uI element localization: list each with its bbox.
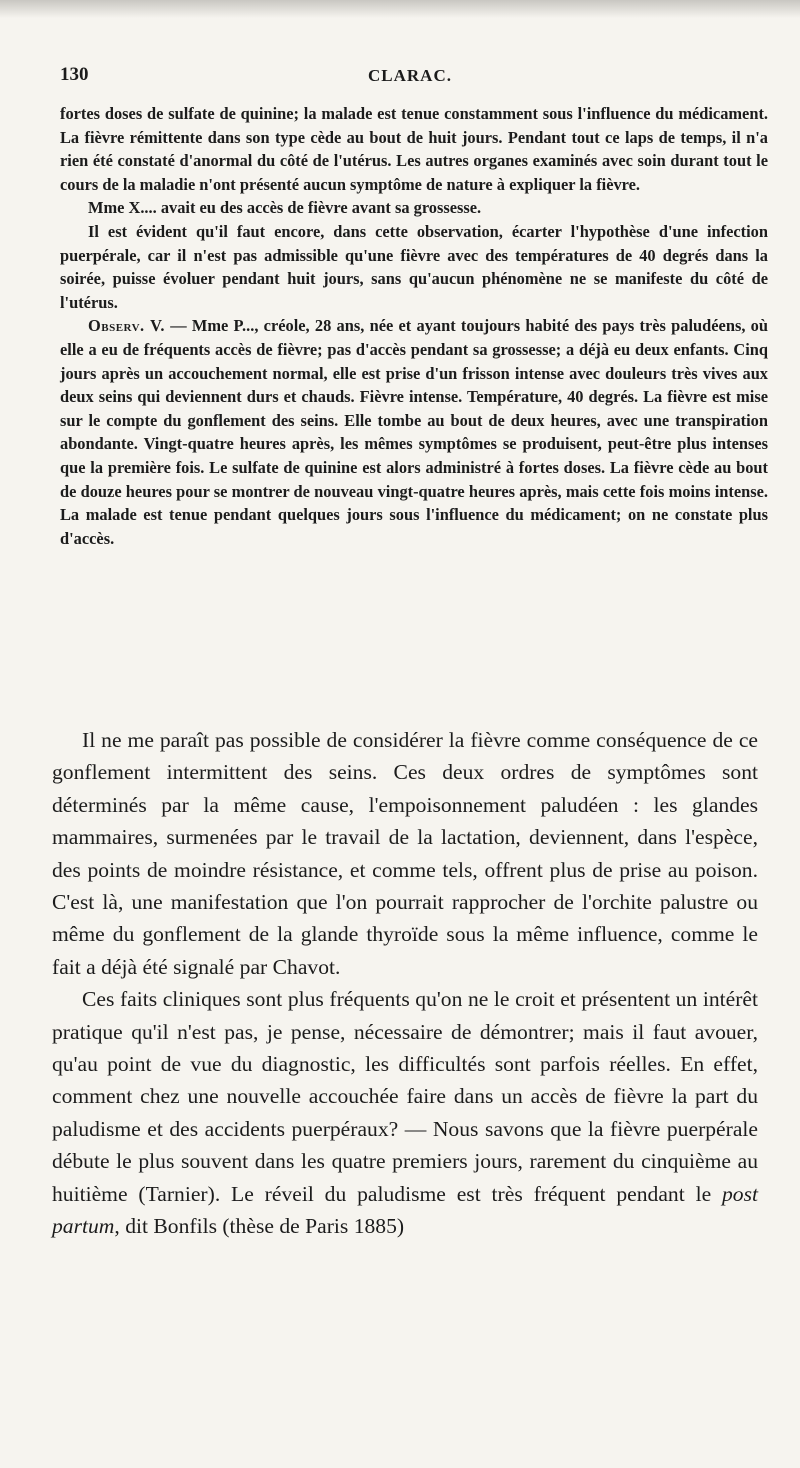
paragraph: Il est évident qu'il faut encore, dans cette observation, écarter l'hypothèse d'une infection puerpérale, car il n'est pas admissible qu'une fièvre avec des températures de 40 degrés dans la soirée, puisse évoluer pendant huit jours, sans qu'aucun phénomène ne se manifeste du côté de l'utérus. (60, 221, 768, 312)
observation-text (60, 102, 768, 550)
emphasis-text: post partum (52, 1181, 758, 1239)
paragraph: Mme X.... avait eu des accès de fièvre avant sa grossesse. (88, 198, 482, 218)
paragraph (52, 983, 758, 1242)
discussion-text (52, 724, 758, 1243)
page-header (60, 64, 760, 94)
paragraph-part: , dit Bonfils (thèse de Paris 1885) (114, 1214, 405, 1239)
paragraph: Il ne me paraît pas possible de considérer la fièvre comme conséquence de ce gonflement intermittent des seins. Ces deux ordres de symptômes sont déterminés par la même cause, l'empoisonnement paludéen : les glandes mammaires, surmenées par le travail de la lactation, deviennent, dans l'espèce, des points de moindre résistance, et comme tels, offrent plus de prise au poison. C'est là, une manifestation que l'on pourrait rapprocher de l'orchite palustre ou même du gonflement de la glande thyroïde sous la même influence, comme le fait a déjà été signalé par Chavot. (52, 728, 758, 979)
paragraph: fortes doses de sulfate de quinine; la malade est tenue constamment sous l'influence du médicament. La fièvre rémittente dans son type cède au bout de huit jours. Pendant tout ce laps de temps, il n'a rien été constaté d'anormal du côté de l'utérus. Les autres organes examinés avec soin durant tout le cours de la maladie n'ont présenté aucun symptôme de nature à expliquer la fièvre. (60, 104, 768, 194)
paragraph-part: Ces faits cliniques sont plus fréquents qu'on ne le croit et présentent un intérêt pratique qu'il n'est pas, je pense, nécessaire de démontrer; mais il faut avouer, qu'au point de vue du diagnostic, les difficultés sont parfois réelles. En effet, comment chez une nouvelle accouchée faire dans un accès de fièvre la part du paludisme et des accidents puerpéraux? — Nous savons que la fièvre puerpérale débute le plus souvent dans les quatre premiers jours, rarement du cinquième au huitième (Tarnier). Le réveil du paludisme est très fréquent pendant le (52, 987, 758, 1206)
page-number: 130 (60, 64, 89, 85)
scan-edge (0, 0, 800, 18)
running-head: CLARAC. (368, 66, 452, 85)
observation-label: Observ. V. (88, 316, 165, 336)
paragraph (60, 314, 768, 550)
observation-body: — Mme P..., créole, 28 ans, née et ayant toujours habité des pays très paludéens, où elle a eu de fréquents accès de fièvre; pas d'accès pendant sa grossesse; a déjà eu deux enfants. Cinq jours après un accouchement normal, elle est prise d'un frisson intense avec douleurs très vives aux deux seins qui deviennent durs et chauds. Fièvre intense. Température, 40 degrés. La fièvre est mise sur le compte du gonflement des seins. Elle tombe au bout de deux heures, avec une transpiration abondante. Vingt-quatre heures après, les mêmes symptômes se produisent, peut-être plus intenses que la première fois. Le sulfate de quinine est alors administré à fortes doses. La fièvre cède au bout de douze heures pour se montrer de nouveau vingt-quatre heures après, mais cette fois moins intense. La malade est tenue pendant quelques jours sous l'influence du médicament; on ne constate plus d'accès. (60, 316, 768, 548)
